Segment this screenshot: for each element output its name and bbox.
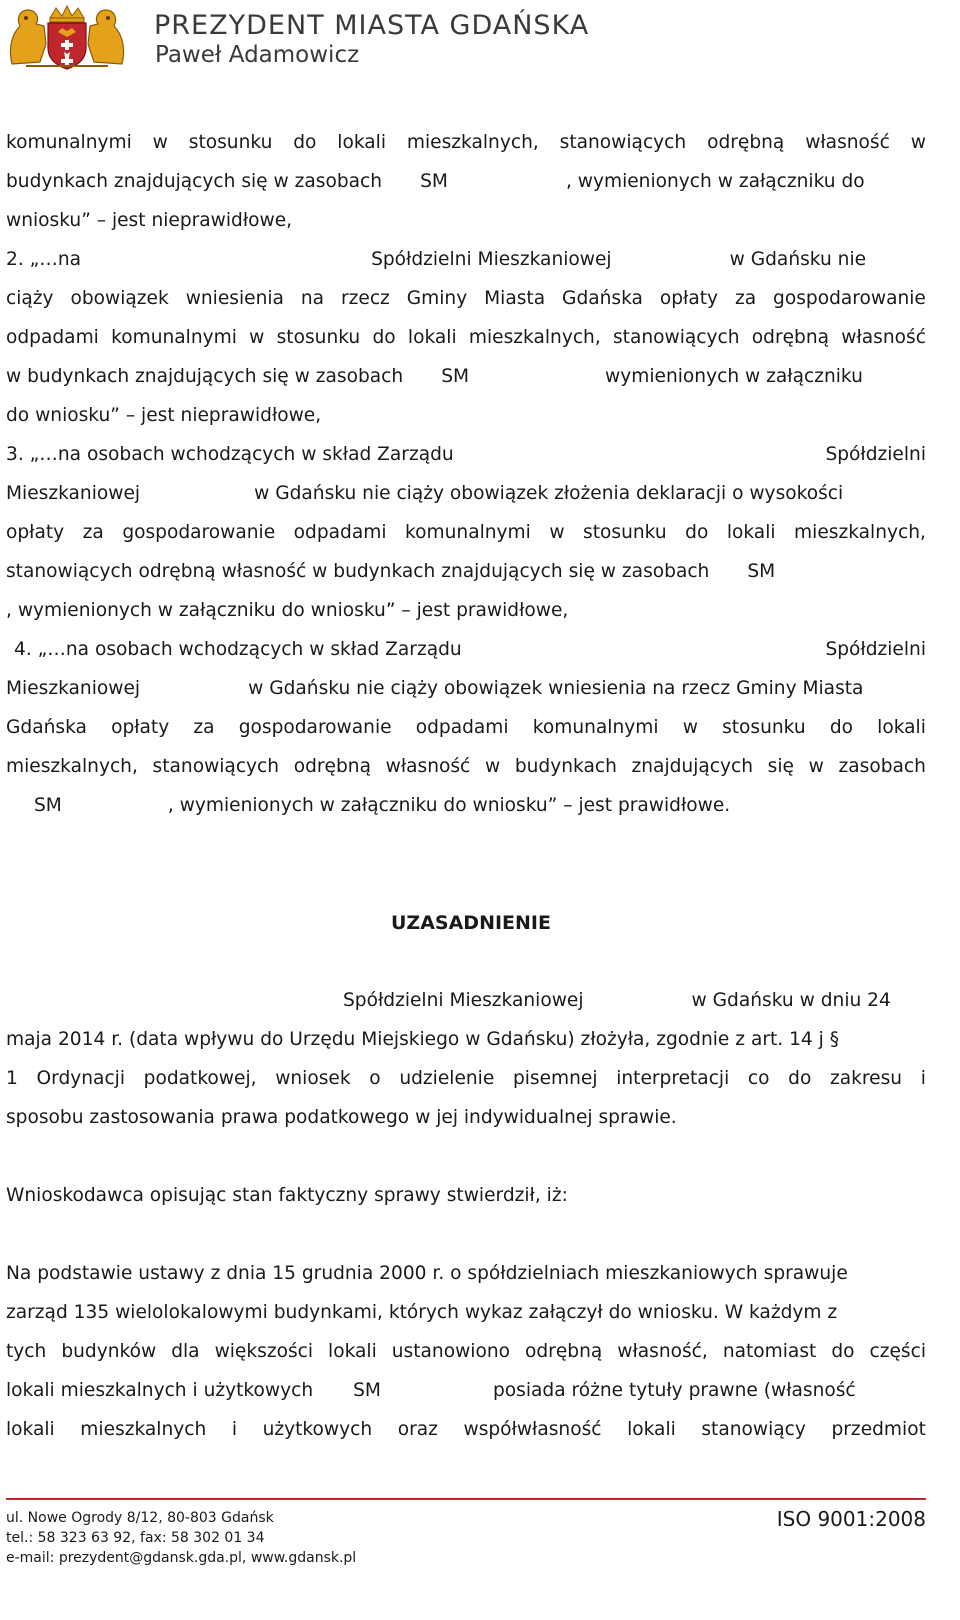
body-line: w budynkach znajdujących się w zasobach SM wymienionych w załączniku (6, 366, 863, 387)
body-line: lokali mieszkalnych i użytkowych oraz współwłasność lokali stanowiący przedmiot (6, 1419, 926, 1440)
gdansk-coat-of-arms-icon (6, 4, 128, 70)
body-line: komunalnymi w stosunku do lokali mieszkalnych, stanowiących odrębną własność w (6, 132, 926, 153)
body-line: zarząd 135 wielolokalowymi budynkami, których wykaz załączył do wniosku. W każdym z (6, 1302, 838, 1323)
body-line: Mieszkaniowej w Gdańsku nie ciąży obowiązek wniesienia na rzecz Gminy Miasta (6, 678, 864, 699)
body-line: mieszkalnych, stanowiących odrębną własność w budynkach znajdujących się w zasobach (6, 756, 926, 777)
iso-certificate: ISO 9001:2008 (776, 1507, 926, 1531)
letterhead (6, 4, 706, 70)
footer-email: e-mail: prezydent@gdansk.gda.pl, www.gdansk.pl (6, 1550, 357, 1566)
body-line: do wniosku” – jest nieprawidłowe, (6, 405, 322, 426)
header-title: PREZYDENT MIASTA GDAŃSKA (154, 10, 590, 41)
body-line: Mieszkaniowej w Gdańsku nie ciąży obowiązek złożenia deklaracji o wysokości (6, 483, 844, 504)
section-heading: UZASADNIENIE (391, 912, 551, 934)
body-line: Gdańska opłaty za gospodarowanie odpadami komunalnymi w stosunku do lokali (6, 717, 926, 738)
body-line: budynkach znajdujących się w zasobach SM , wymienionych w załączniku do (6, 171, 865, 192)
body-line: opłaty za gospodarowanie odpadami komunalnymi w stosunku do lokali mieszkalnych, (6, 522, 926, 543)
body-line: odpadami komunalnymi w stosunku do lokali mieszkalnych, stanowiących odrębną własność (6, 327, 926, 348)
body-line: maja 2014 r. (data wpływu do Urzędu Miejskiego w Gdańsku) złożyła, zgodnie z art. 14 j § (6, 1029, 840, 1050)
body-line: stanowiących odrębną własność w budynkach znajdujących się w zasobach SM (6, 561, 776, 582)
footer-phone: tel.: 58 323 63 92, fax: 58 302 01 34 (6, 1530, 265, 1546)
footer-contact (6, 1508, 356, 1568)
body-line: 4. „…na osobach wchodzących w skład Zarządu Spółdzielni (14, 639, 926, 660)
footer-divider (6, 1498, 926, 1500)
body-line: tych budynków dla większości lokali ustanowiono odrębną własność, natomiast do części (6, 1341, 926, 1362)
header-subtitle: Paweł Adamowicz (155, 42, 360, 68)
body-line: wniosku” – jest nieprawidłowe, (6, 210, 293, 231)
body-line: sposobu zastosowania prawa podatkowego w jej indywidualnej sprawie. (6, 1107, 677, 1128)
body-line: , wymienionych w załączniku do wniosku” – jest prawidłowe, (6, 600, 569, 621)
body-line: SM , wymienionych w załączniku do wniosku” – jest prawidłowe. (34, 795, 731, 816)
body-line: Spółdzielni Mieszkaniowej w Gdańsku w dniu 24 (343, 990, 891, 1011)
body-line: Na podstawie ustawy z dnia 15 grudnia 2000 r. o spółdzielniach mieszkaniowych sprawuje (6, 1263, 848, 1284)
body-line: 2. „…na Spółdzielni Mieszkaniowej w Gdańsku nie (6, 249, 867, 270)
body-line: 1 Ordynacji podatkowej, wniosek o udzielenie pisemnej interpretacji co do zakresu i (6, 1068, 926, 1089)
body-line: ciąży obowiązek wniesienia na rzecz Gminy Miasta Gdańska opłaty za gospodarowanie (6, 288, 926, 309)
body-line: Wnioskodawca opisując stan faktyczny sprawy stwierdził, iż: (6, 1185, 568, 1206)
footer-address: ul. Nowe Ogrody 8/12, 80-803 Gdańsk (6, 1510, 274, 1526)
body-line: 3. „…na osobach wchodzących w skład Zarządu Spółdzielni (6, 444, 926, 465)
body-line: lokali mieszkalnych i użytkowych SM posiada różne tytuły prawne (własność (6, 1380, 856, 1401)
